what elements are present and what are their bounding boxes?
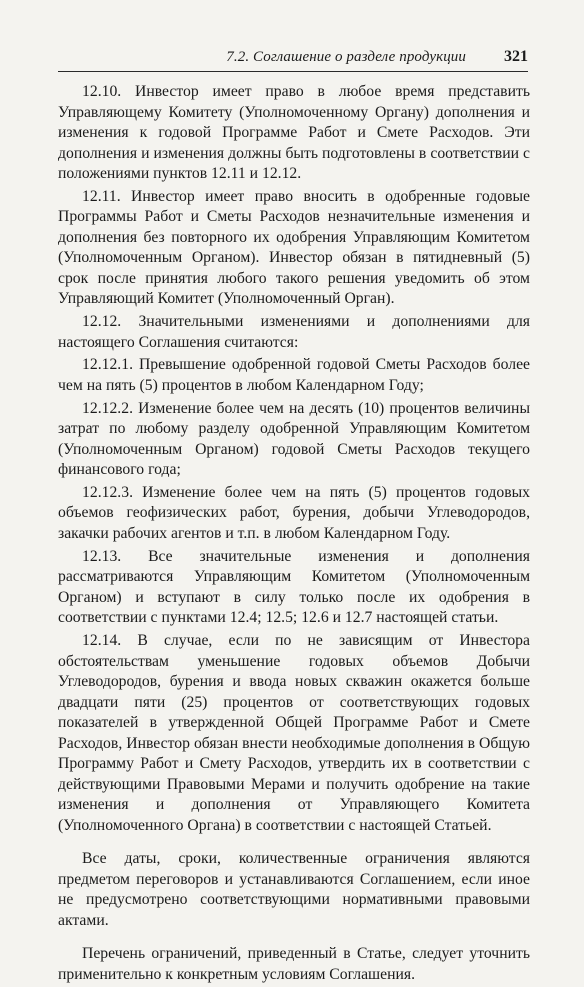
paragraph-12-12-3: 12.12.3. Изменение более чем на пять (5) процентов годовых объемов геофизических работ, бурения, добычи Углеводородов, закачки рабочих агентов и т.п. в любом Календарном Году. — [58, 483, 530, 542]
running-title: 7.2. Соглашение о разделе продукции — [226, 49, 466, 65]
page-number: 321 — [504, 48, 528, 65]
paragraph-12-12: 12.12. Значительными изменениями и дополнениями для настоящего Соглашения считаются: — [58, 313, 530, 351]
paragraph-12-12-2: 12.12.2. Изменение более чем на десять (10) процентов величины затрат по любому разделу одобренной Управляющим Комитетом (Уполномоченным Органом) годовой Сметы Расходов текущего финансового года; — [58, 399, 530, 479]
paragraph-12-11: 12.11. Инвестор имеет право вносить в одобренные годовые Программы Работ и Сметы Расходов незначительные изменения и дополнения без повторного их одобрения Управляющим Комитетом (Уполномоченным Органом). Инвестор обязан в пятидневный (5) срок после принятия любого такого решения уведомить об этом Управляющий Комитет (Уполномоченный Орган). — [58, 187, 530, 308]
paragraph-12-14: 12.14. В случае, если по не зависящим от Инвестора обстоятельствам уменьшение годовых объемов Добычи Углеводородов, бурения и ввода новых скважин окажется больше двадцати пяти (25) процентов от соответствующих годовых показателей в утвержденной Общей Программе Работ и Смете Расходов, Инвестор обязан внести необходимые дополнения в Общую Программу Работ и Смету Расходов, утвердить их в соответствии с действующими Правовыми Мерами и получить одобрение на такие изменения и дополнения от Управляющего Комитета (Уполномоченного Органа) в соответствии с настоящей Статьей. — [58, 632, 530, 834]
page-header — [58, 47, 528, 71]
header-rule — [58, 71, 528, 72]
page-body — [58, 82, 530, 987]
note-paragraph: Все даты, сроки, количественные ограничения являются предметом переговоров и устанавливаются Соглашением, если иное не предусмотрено соответствующими нормативными правовыми актами. — [58, 850, 530, 929]
paragraph-12-12-1: 12.12.1. Превышение одобренной годовой Сметы Расходов более чем на пять (5) процентов в любом Календарном Году; — [58, 356, 530, 394]
note-paragraph-2: Перечень ограничений, приведенный в Статье, следует уточнить применительно к конкретным условиям Соглашения. — [58, 945, 530, 983]
paragraph-12-10: 12.10. Инвестор имеет право в любое время представить Управляющему Комитету (Уполномоченному Органу) дополнения и изменения к годовой Программе Работ и Смете Расходов. Эти дополнения и изменения должны быть подготовлены в соответствии с положениями пунктов 12.11 и 12.12. — [58, 83, 530, 182]
paragraph-12-13: 12.13. Все значительные изменения и дополнения рассматриваются Управляющим Комитетом (Уполномоченным Органом) и вступают в силу только после их одобрения в соответствии с пунктами 12.4; 12.5; 12.6 и 12.7 настоящей статьи. — [58, 547, 530, 627]
